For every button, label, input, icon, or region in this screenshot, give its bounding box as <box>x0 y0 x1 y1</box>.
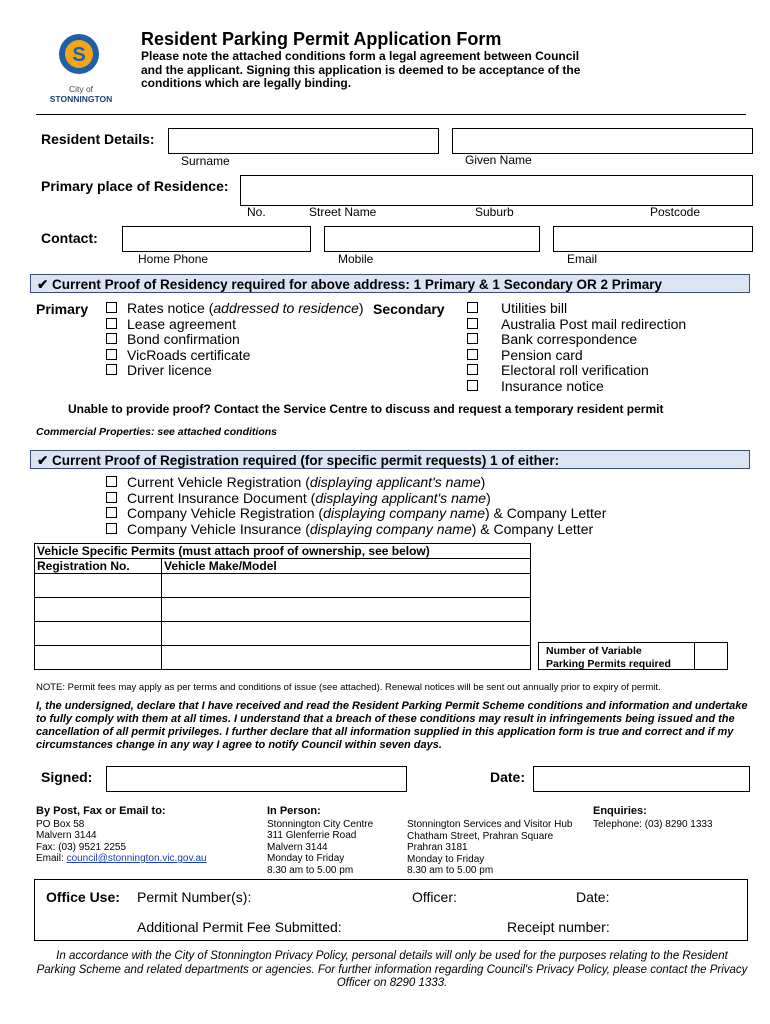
privacy-statement: In accordance with the City of Stonnington Privacy Policy, personal details will only be used for the purposes relating to the Resident Parking Scheme and related departments or agencies. For further information regarding Council's Privacy Policy, please contact the Privacy Officer on 8290 1333. <box>36 950 748 989</box>
logo-letter: S <box>72 44 86 66</box>
email-line <box>36 853 246 865</box>
surname-input[interactable] <box>168 128 439 154</box>
office-use-box <box>34 879 748 941</box>
checkbox[interactable] <box>467 349 478 360</box>
registration-cell[interactable] <box>35 622 162 646</box>
stonnington-logo-icon <box>46 30 116 80</box>
council-email-link[interactable]: council@stonnington.vic.gov.au <box>66 853 207 864</box>
variable-label-2: Parking Permits required <box>546 657 671 670</box>
list-item: Electoral roll verification <box>467 363 686 379</box>
checkbox[interactable] <box>106 333 117 344</box>
hub-line: 8.30 am to 5.00 pm <box>407 865 494 876</box>
contact-label: Contact: <box>41 230 98 246</box>
variable-label-1: Number of Variable <box>546 645 642 657</box>
post-line: PO Box 58 <box>36 818 85 830</box>
given-name-caption: Given Name <box>465 153 532 167</box>
hub-line: Chatham Street, Prahran Square <box>407 830 554 842</box>
table-row <box>35 574 531 598</box>
list-item: Lease agreement <box>106 317 364 333</box>
page-title: Resident Parking Permit Application Form <box>141 29 502 49</box>
enquiries-block <box>593 806 743 830</box>
registration-header: ✔ Current Proof of Registration required (for specific permit requests) 1 of either: <box>30 450 750 469</box>
date-label: Date: <box>490 769 526 785</box>
checkbox[interactable] <box>106 349 117 360</box>
post-line: Fax: (03) 9521 2255 <box>36 841 127 853</box>
header-divider <box>36 114 746 115</box>
receipt-number-label: Receipt number: <box>507 919 610 935</box>
make-model-cell[interactable] <box>162 622 531 646</box>
logo-line2: STONNINGTON <box>49 94 113 104</box>
signed-label: Signed: <box>41 769 93 785</box>
residency-header: ✔ Current Proof of Residency required for above address: 1 Primary & 1 Secondary OR 2 Primary <box>30 274 750 293</box>
date-input[interactable] <box>533 766 750 792</box>
registration-cell[interactable] <box>35 646 162 670</box>
make-model-cell[interactable] <box>162 598 531 622</box>
person-line: 8.30 am to 5.00 pm <box>267 864 354 876</box>
checkbox[interactable] <box>106 476 117 487</box>
commercial-note: Commercial Properties: see attached conditions <box>36 426 277 438</box>
in-person-block <box>267 806 407 876</box>
list-item: Driver licence <box>106 363 364 379</box>
no-caption: No. <box>247 205 266 219</box>
street-caption: Street Name <box>309 205 377 219</box>
registration-cell[interactable] <box>35 598 162 622</box>
make-model-col-header: Vehicle Make/Model <box>162 559 531 574</box>
office-use-label: Office Use: <box>46 889 120 905</box>
checkbox[interactable] <box>467 302 478 313</box>
person-line: Monday to Friday <box>267 853 345 864</box>
variable-permits-box <box>538 642 728 670</box>
email-caption: Email <box>567 252 598 266</box>
checkbox[interactable] <box>467 333 478 344</box>
given-name-input[interactable] <box>452 128 753 154</box>
mobile-input[interactable] <box>324 226 540 252</box>
hub-line: Stonnington Services and Visitor Hub <box>407 819 573 830</box>
email-input[interactable] <box>553 226 753 252</box>
list-item: Company Vehicle Registration (displaying company name) & Company Letter <box>106 506 606 522</box>
list-item: Current Vehicle Registration (displaying applicant's name) <box>106 475 606 491</box>
checkbox[interactable] <box>467 318 478 329</box>
checkbox[interactable] <box>106 318 117 329</box>
checkbox[interactable] <box>467 364 478 375</box>
list-item: Company Vehicle Insurance (displaying company name) & Company Letter <box>106 522 606 538</box>
suburb-caption: Suburb <box>475 205 514 219</box>
signature-input[interactable] <box>106 766 407 792</box>
checkbox[interactable] <box>106 492 117 503</box>
table-row <box>35 598 531 622</box>
primary-proof-list <box>106 301 364 379</box>
vehicle-table-title: Vehicle Specific Permits (must attach proof of ownership, see below) <box>35 544 531 559</box>
checkbox[interactable] <box>106 523 117 534</box>
in-person-title: In Person: <box>267 805 321 817</box>
declaration: I, the undersigned, declare that I have received and read the Resident Parking Permit Scheme conditions and information and undertake to fully comply with them at all times. I understand that a breach of these conditions may result in infringements being issued and the cancellation of all permit privileges. I further declare that all information supplied in this application form is true and correct and if my circumstances change in any way I agree to notify Council within seven days. <box>36 700 748 751</box>
list-item: Bank correspondence <box>467 332 686 348</box>
make-model-cell[interactable] <box>162 646 531 670</box>
checkbox[interactable] <box>467 380 478 391</box>
vehicle-permits-table <box>34 543 531 670</box>
mobile-caption: Mobile <box>338 252 374 266</box>
fee-note: NOTE: Permit fees may apply as per terms and conditions of issue (see attached). Renewal notices will be sent out annually prior to expiry of permit. <box>36 682 661 693</box>
primary-label: Primary <box>36 301 89 317</box>
council-logo <box>46 30 116 106</box>
post-title: By Post, Fax or Email to: <box>36 805 166 817</box>
person-line: Stonnington City Centre <box>267 818 374 830</box>
additional-fee-label: Additional Permit Fee Submitted: <box>137 919 342 935</box>
secondary-proof-list <box>467 301 686 394</box>
checkbox[interactable] <box>106 364 117 375</box>
list-item: Australia Post mail redirection <box>467 317 686 333</box>
table-row <box>35 622 531 646</box>
enquiries-title: Enquiries: <box>593 805 647 817</box>
make-model-cell[interactable] <box>162 574 531 598</box>
permit-number-label: Permit Number(s): <box>137 889 252 905</box>
person-line: 311 Glenferrie Road <box>267 830 357 841</box>
visitor-hub-block <box>407 819 597 877</box>
email-prefix: Email: <box>36 853 67 864</box>
residence-input[interactable] <box>240 175 753 206</box>
registration-cell[interactable] <box>35 574 162 598</box>
officer-label: Officer: <box>412 889 457 905</box>
registration-col-header: Registration No. <box>35 559 162 574</box>
hub-line: Monday to Friday <box>407 853 485 865</box>
list-item: Current Insurance Document (displaying applicant's name) <box>106 491 606 507</box>
unable-note: Unable to provide proof? Contact the Service Centre to discuss and request a temporary resident permit <box>68 402 664 416</box>
list-item: Bond confirmation <box>106 332 364 348</box>
logo-line1: City of <box>68 84 94 94</box>
secondary-label: Secondary <box>373 301 445 317</box>
office-date-label: Date: <box>576 889 610 905</box>
list-item: Pension card <box>467 348 686 364</box>
list-item: VicRoads certificate <box>106 348 364 364</box>
surname-caption: Surname <box>181 154 230 168</box>
home-phone-caption: Home Phone <box>138 252 209 266</box>
home-phone-input[interactable] <box>122 226 311 252</box>
residence-label: Primary place of Residence: <box>41 178 229 194</box>
person-line: Malvern 3144 <box>267 841 328 853</box>
variable-permits-input[interactable] <box>694 642 728 670</box>
legal-note: Please note the attached conditions form a legal agreement between Council and the applicant. Signing this application is deemed to be acceptance of the conditions which are legally binding. <box>141 49 581 90</box>
checkbox[interactable] <box>106 302 117 313</box>
hub-line: Prahran 3181 <box>407 842 468 853</box>
list-item: Utilities bill <box>467 301 686 317</box>
list-item: Rates notice (addressed to residence) <box>106 301 364 317</box>
enquiries-phone: Telephone: (03) 8290 1333 <box>593 818 713 830</box>
post-line: Malvern 3144 <box>36 830 97 841</box>
checkbox[interactable] <box>106 507 117 518</box>
registration-proof-list <box>106 475 606 537</box>
table-row <box>35 646 531 670</box>
post-contact-block <box>36 806 246 865</box>
resident-details-label: Resident Details: <box>41 131 155 147</box>
postcode-caption: Postcode <box>650 205 701 219</box>
list-item: Insurance notice <box>467 379 686 395</box>
